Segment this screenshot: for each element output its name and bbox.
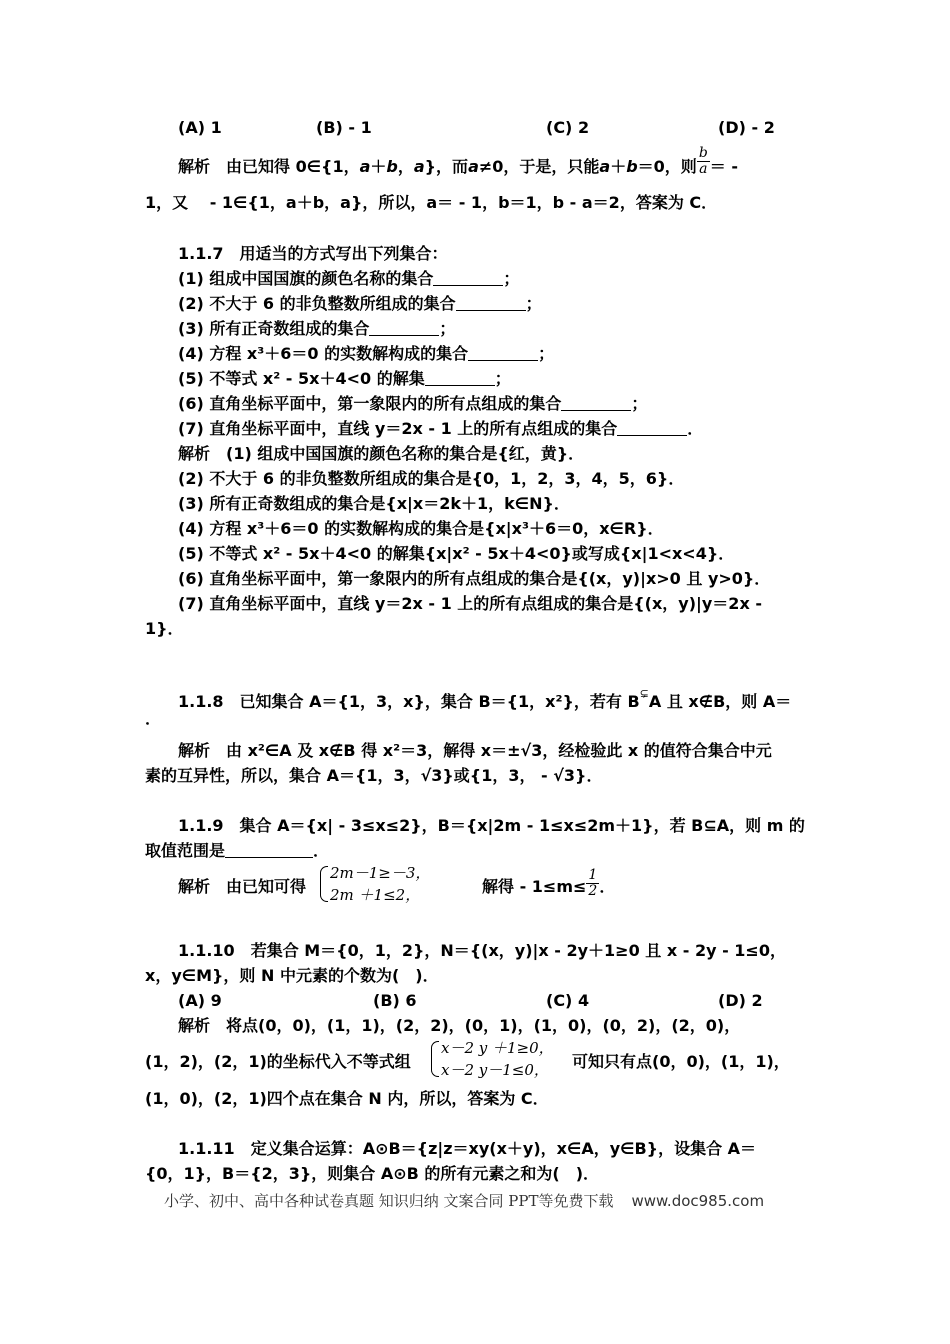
- q117-solution-6: (6) 直角坐标平面中，第一象限内的所有点组成的集合是{(x，y)|x>0 且 y>0}．: [178, 569, 771, 588]
- answer-blank: [468, 345, 538, 361]
- q117-item-3: (3) 所有正奇数组成的集合 ；: [178, 319, 456, 338]
- q117-solution-5: (5) 不等式 x² - 5x＋4<0 的解集{x|x² - 5x＋4<0}或写成{x|1<x<4}．: [178, 544, 735, 563]
- q1110-stem-2: x，y∈M}，则 N 中元素的个数为( )．: [145, 966, 439, 985]
- option-c: (C) 2: [546, 118, 590, 137]
- q119-stem-2: 取值范围是 ．: [145, 841, 330, 860]
- option-d: (D) - 2: [718, 118, 775, 137]
- answer-blank: [433, 270, 503, 286]
- q1110-solution-2-prefix: (1，2)，(2，1)的坐标代入不等式组: [145, 1052, 411, 1071]
- q118-solution-1: 解析 由 x²∈A 及 x∉B 得 x²＝3，解得 x＝±√3，经检验此 x 的值符合集合中元: [178, 741, 772, 760]
- proper-subset-symbol: ⊊: [639, 687, 649, 700]
- q117-solution-7-cont: 1}．: [145, 619, 184, 638]
- q118-solution-2: 素的互异性，所以，集合 A＝{1，3，√3}或{1，3， - √3}．: [145, 766, 603, 785]
- q118-stem: 1.1.8 已知集合 A＝{1，3，x}，集合 B＝{1，x²}，若有 B⊊A 且 x∉B，则 A＝: [178, 687, 792, 711]
- q117-item-6: (6) 直角坐标平面中，第一象限内的所有点组成的集合 ；: [178, 394, 648, 413]
- q1111-stem-1: 1.1.11 定义集合运算：A⊙B＝{z|z＝xy(x＋y)，x∈A，y∈B}，设集合 A＝: [178, 1139, 757, 1158]
- q117-item-2: (2) 不大于 6 的非负整数所组成的集合 ；: [178, 294, 542, 313]
- q1110-inequality-system: x－2 y ＋1≥0， x－2 y－1≤0，: [431, 1037, 554, 1081]
- q106-solution-line2: 1，又 - 1∈{1，a＋b，a}，所以，a＝ - 1，b＝1，b - a＝2，答案为 C．: [145, 193, 718, 212]
- q117-solution-2: (2) 不大于 6 的非负整数所组成的集合是{0，1，2，3，4，5，6}．: [178, 469, 685, 488]
- q119-stem-1: 1.1.9 集合 A＝{x| - 3≤x≤2}，B＝{x|2m - 1≤x≤2m＋1}，若 B⊆A，则 m 的: [178, 816, 805, 835]
- q119-solution-prefix: 解析 由已知可得: [178, 877, 307, 896]
- option-a: (A) 1: [178, 118, 222, 137]
- q117-item-5: (5) 不等式 x² - 5x＋4<0 的解集 ；: [178, 369, 511, 388]
- q1110-solution-1: 解析 将点(0，0)，(1，1)，(2，2)，(0，1)，(1，0)，(0，2)，(2，0)，: [178, 1016, 741, 1035]
- answer-blank: [561, 395, 631, 411]
- footer-banner: [164, 1190, 764, 1211]
- answer-blank: [425, 370, 495, 386]
- q1110-solution-3: (1，0)，(2，1)四个点在集合 N 内，所以，答案为 C．: [145, 1089, 549, 1108]
- q1110-option-b: (B) 6: [373, 991, 417, 1010]
- q117-solution-4: (4) 方程 x³＋6＝0 的实数解构成的集合是{x|x³＋6＝0，x∈R}．: [178, 519, 664, 538]
- answer-blank: [369, 320, 439, 336]
- q117-solution-1: 解析 (1) 组成中国国旗的颜色名称的集合是{红，黄}．: [178, 444, 585, 463]
- q1110-option-d: (D) 2: [718, 991, 763, 1010]
- q1111-stem-2: {0，1}，B＝{2，3}，则集合 A⊙B 的所有元素之和为( )．: [145, 1164, 600, 1183]
- answer-blank: [617, 420, 687, 436]
- q106-solution-line1: 解析 由已知得 0∈{1，a＋b，a}，而a≠0，于是，只能a＋b＝0，则 $\frac{b}{a}$ ＝ -: [178, 145, 738, 177]
- q117-solution-3: (3) 所有正奇数组成的集合是{x|x＝2k＋1，k∈N}．: [178, 494, 570, 513]
- q1110-option-a: (A) 9: [178, 991, 222, 1010]
- q119-inequality-system: 2m－1≥－3， 2m ＋1≤2，: [320, 862, 430, 906]
- q1110-stem-1: 1.1.10 若集合 M＝{0，1，2}，N＝{(x，y)|x - 2y＋1≥0 且 x - 2y - 1≤0，: [178, 941, 786, 960]
- q117-title: 1.1.7 用适当的方式写出下列集合：: [178, 244, 448, 263]
- footer-url[interactable]: www.doc985.com: [631, 1192, 765, 1210]
- answer-blank: [456, 295, 526, 311]
- fraction-one-half: $\frac{1}{2}$: [588, 867, 598, 899]
- q1110-solution-2-suffix: 可知只有点(0，0)，(1，1)，: [572, 1052, 790, 1071]
- q119-solution-suffix: 解得 - 1≤m≤ $\frac{1}{2}$ ．: [482, 867, 616, 899]
- q117-solution-7: (7) 直角坐标平面中，直线 y＝2x - 1 上的所有点组成的集合是{(x，y)|y＝2x -: [178, 594, 762, 613]
- footer-text: 小学、初中、高中各种试卷真题 知识归纳 文案合同 PPT等免费下载: [164, 1192, 614, 1210]
- q1110-option-c: (C) 4: [546, 991, 590, 1010]
- fraction-b-over-a: $\frac{b}{a}$: [698, 145, 708, 177]
- q117-item-1: (1) 组成中国国旗的颜色名称的集合 ；: [178, 269, 520, 288]
- q118-stem-end: ．: [145, 709, 162, 728]
- q117-item-7: (7) 直角坐标平面中，直线 y＝2x - 1 上的所有点组成的集合 ．: [178, 419, 704, 438]
- answer-blank: [225, 842, 313, 858]
- option-b: (B) - 1: [316, 118, 372, 137]
- q117-item-4: (4) 方程 x³＋6＝0 的实数解构成的集合 ；: [178, 344, 555, 363]
